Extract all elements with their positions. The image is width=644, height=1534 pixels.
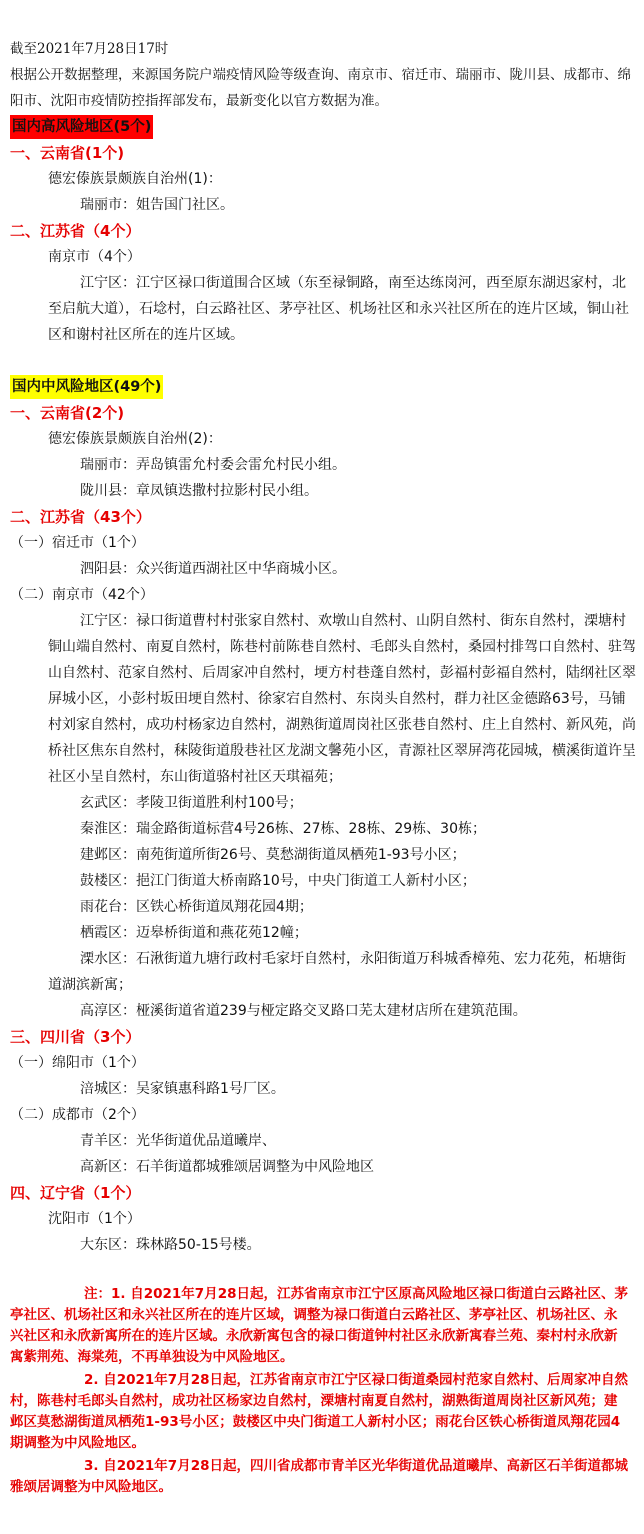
mid-yunnan-dehong: 德宏傣族景颇族自治州(2)： [48, 431, 222, 447]
mid-jiangsu-jiangning: 江宁区：禄口街道曹村村张家自然村、欢墩山自然村、山阴自然村、街东自然村，溧塘村铜山端自然村、南夏自然村，陈巷村前陈巷自然村、毛郎头自然村，桑园村排驾口自然村、驻驾山自然村、范家自然村、后周家冲自然村，埂方村巷蓬自然村，彭福村彭福自然村，陆纲社区翠屏城小区，小彭村坂田埂自然村、徐家宕自然村、东岗头自然村，群力社区金德路63号，马铺村刘家自然村，成功村杨家边自然村，湖熟街道周岗社区张巷自然村、庄上自然村、新风苑，尚桥社区焦东自然村，秣陵街道殷巷社区龙湖文馨苑小区，青源社区翠屏湾花园城，横溪街道许呈社区小呈自然村，东山街道骆村社区天琪福苑； [48, 613, 636, 785]
mid-risk-section [10, 374, 636, 1258]
mid-liaoning-dadong: 大东区：珠林路50-15号楼。 [80, 1237, 261, 1253]
high-yunnan-dehong: 德宏傣族景颇族自治州(1)： [48, 171, 222, 187]
mid-jiangsu-xuanwu: 玄武区：孝陵卫街道胜利村100号； [80, 795, 303, 811]
mid-jiangsu-qinhuai: 秦淮区：瑞金路街道标营4号26栋、27栋、28栋、29栋、30栋； [80, 821, 486, 837]
notes-section [10, 1284, 636, 1498]
high-risk-section [10, 114, 636, 348]
mid-sichuan-chengdu: （二）成都市（2个） [10, 1107, 145, 1123]
note-1: 注：1. 自2021年7月28日起，江苏省南京市江宁区原高风险地区禄口街道白云路社区、茅亭社区、机场社区和永兴社区所在的连片区域，调整为禄口街道白云路社区、茅亭社区、机场社区、永兴社区和永欣新寓所在的连片区域。永欣新寓包含的禄口街道钟村社区永欣新寓春兰苑、秦村村永欣新寓紫荆苑、海棠苑，不再单独设为中风险地区。 [10, 1286, 628, 1365]
mid-jiangsu-lishui: 溧水区：石湫街道九塘行政村毛家圩自然村，永阳街道万科城香樟苑、宏力花苑，柘塘街道湖滨新寓； [48, 951, 626, 993]
mid-sichuan-fucheng: 涪城区：吴家镇惠科路1号厂区。 [80, 1081, 285, 1097]
high-jiangsu-title: 二、江苏省（4个） [10, 222, 141, 240]
date-line: 截至2021年7月28日17时 [10, 41, 169, 57]
mid-jiangsu-suqian: （一）宿迁市（1个） [10, 535, 145, 551]
note-3: 3. 自2021年7月28日起，四川省成都市青羊区光华街道优品道曦岸、高新区石羊街道都城雅颂居调整为中风险地区。 [10, 1458, 628, 1495]
mid-yunnan-title: 一、云南省(2个) [10, 404, 125, 422]
mid-jiangsu-gaochun: 高淳区：桠溪街道省道239与桠定路交叉路口芜太建材店所在建筑范围。 [80, 1003, 527, 1019]
mid-jiangsu-siyang: 泗阳县：众兴街道西湖社区中华商城小区。 [80, 561, 346, 577]
mid-sichuan-gaoxin: 高新区：石羊街道都城雅颂居调整为中风险地区 [80, 1159, 374, 1175]
high-jiangsu-nanjing: 南京市（4个） [48, 249, 141, 265]
mid-jiangsu-gulou: 鼓楼区：挹江门街道大桥南路10号，中央门街道工人新村小区； [80, 873, 476, 889]
high-jiangsu-jiangning: 江宁区：江宁区禄口街道围合区域（东至禄铜路，南至达练岗河，西至原东湖迟家村，北至启航大道），石埝村，白云路社区、茅亭社区、机场社区和永兴社区所在的连片区域，铜山社区和谢村社区所在的连片区域。 [48, 275, 629, 343]
high-yunnan-title: 一、云南省(1个) [10, 144, 125, 162]
mid-liaoning-title: 四、辽宁省（1个） [10, 1184, 141, 1202]
note-2: 2. 自2021年7月28日起，江苏省南京市江宁区禄口街道桑园村范家自然村、后周家冲自然村，陈巷村毛郎头自然村，成功社区杨家边自然村，溧塘村南夏自然村，湖熟街道周岗社区新风苑；建邺区莫愁湖街道凤栖苑1-93号小区；鼓楼区中央门街道工人新村小区；雨花台区铁心桥街道凤翔花园4期调整为中风险地区。 [10, 1372, 628, 1451]
mid-risk-title: 国内中风险地区(49个) [10, 375, 163, 399]
source-line: 根据公开数据整理，来源国务院户端疫情风险等级查询、南京市、宿迁市、瑞丽市、陇川县、成都市、绵阳市、沈阳市疫情防控指挥部发布，最新变化以官方数据为准。 [10, 67, 631, 109]
mid-sichuan-title: 三、四川省（3个） [10, 1028, 141, 1046]
high-yunnan-ruili: 瑞丽市：姐告国门社区。 [80, 197, 234, 213]
mid-sichuan-qingyang: 青羊区：光华街道优品道曦岸、 [80, 1133, 276, 1149]
mid-jiangsu-title: 二、江苏省（43个） [10, 508, 151, 526]
mid-jiangsu-nanjing: （二）南京市（42个） [10, 587, 154, 603]
mid-sichuan-mianyang: （一）绵阳市（1个） [10, 1055, 145, 1071]
mid-jiangsu-qixia: 栖霞区：迈皋桥街道和燕花苑12幢； [80, 925, 308, 941]
mid-yunnan-longchuan: 陇川县：章凤镇迭撒村拉影村民小组。 [80, 483, 318, 499]
high-risk-title: 国内高风险地区(5个) [10, 115, 153, 139]
mid-yunnan-ruili: 瑞丽市：弄岛镇雷允村委会雷允村民小组。 [80, 457, 346, 473]
mid-jiangsu-jianye: 建邺区：南苑街道所街26号、莫愁湖街道凤栖苑1-93号小区； [80, 847, 466, 863]
mid-liaoning-shenyang: 沈阳市（1个） [48, 1211, 141, 1227]
mid-jiangsu-yuhuatai: 雨花台：区铁心桥街道凤翔花园4期； [80, 899, 313, 915]
